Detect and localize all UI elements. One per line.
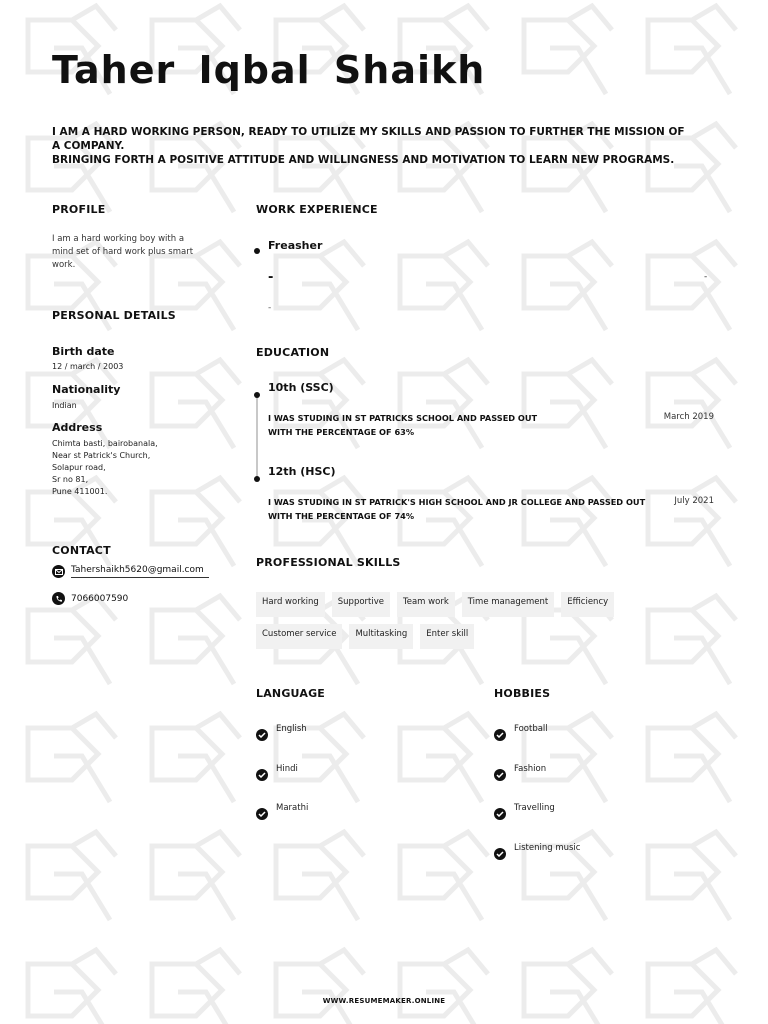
birth-date-label: Birth date	[52, 345, 115, 358]
skill-tag: Hard working	[256, 592, 325, 617]
skill-tag: Supportive	[332, 592, 390, 617]
education-description-line: I WAS STUDING IN ST PATRICKS SCHOOL AND PASSED OUT	[268, 413, 538, 423]
address-value	[52, 438, 222, 498]
language-list	[256, 724, 456, 848]
checkmark-icon	[494, 848, 506, 860]
timeline-dot	[254, 248, 260, 254]
checkmark-icon	[494, 729, 506, 741]
hobby-name: Fashion	[514, 763, 547, 774]
education-degree: 12th (HSC)	[268, 465, 336, 478]
address-line: Pune 411001.	[52, 487, 108, 496]
education-heading: EDUCATION	[256, 346, 330, 359]
education-degree: 10th (SSC)	[268, 381, 334, 394]
hobbies-list	[494, 724, 694, 887]
nationality-label: Nationality	[52, 383, 121, 396]
hobbies-heading: HOBBIES	[494, 687, 551, 700]
hobby-item	[494, 842, 694, 888]
summary-line-2: BRINGING FORTH A POSITIVE ATTITUDE AND WILLINGNESS AND MOTIVATION TO LEARN NEW PROGRAMS.	[52, 154, 675, 166]
work-role: Freasher	[268, 239, 323, 252]
timeline-dot	[254, 476, 260, 482]
skill-tag: Enter skill	[420, 624, 474, 649]
address-line: Solapur road,	[52, 463, 106, 472]
education-date: March 2019	[663, 412, 714, 422]
skill-tag: Efficiency	[561, 592, 614, 617]
summary-line-1: I AM A HARD WORKING PERSON, READY TO UTILIZE MY SKILLS AND PASSION TO FURTHER THE MISSION OF A COMPANY.	[52, 126, 685, 152]
birth-date-value: 12 / march / 2003	[52, 362, 124, 371]
nationality-value: Indian	[52, 401, 77, 410]
checkmark-icon	[494, 808, 506, 820]
education-description	[268, 412, 648, 439]
skills-list	[256, 592, 696, 649]
checkmark-icon	[494, 769, 506, 781]
email-row[interactable]	[52, 565, 209, 578]
summary	[52, 125, 692, 167]
envelope-icon	[52, 565, 65, 578]
language-name: English	[276, 724, 307, 734]
hobby-name: Travelling	[514, 803, 555, 813]
personal-details-heading: PERSONAL DETAILS	[52, 309, 176, 322]
language-name: Marathi	[276, 803, 309, 813]
email-link[interactable]: Tahershaikh5620@gmail.com	[71, 565, 209, 578]
timeline-line	[256, 395, 258, 479]
skill-tag: Time management	[462, 592, 554, 617]
address-line: Near st Patrick's Church,	[52, 451, 151, 460]
work-description: -	[268, 303, 272, 313]
education-date: July 2021	[674, 496, 714, 506]
skills-heading: PROFESSIONAL SKILLS	[256, 556, 401, 569]
checkmark-icon	[256, 729, 268, 741]
hobby-name: Listening music	[514, 842, 581, 853]
hobby-name: Football	[514, 724, 548, 734]
contact-heading: CONTACT	[52, 544, 111, 557]
education-description	[268, 496, 648, 523]
timeline-dot	[254, 392, 260, 398]
profile-text: I am a hard working boy with a mind set of hard work plus smart work.	[52, 234, 194, 270]
profile-heading: PROFILE	[52, 203, 106, 216]
skill-tag: Team work	[397, 592, 455, 617]
language-name: Hindi	[276, 763, 298, 774]
checkmark-icon	[256, 769, 268, 781]
phone-number[interactable]: 7066007590	[71, 593, 129, 604]
skill-tag: Customer service	[256, 624, 342, 649]
checkmark-icon	[256, 808, 268, 820]
language-item	[256, 803, 456, 848]
address-line: Sr no 81,	[52, 475, 89, 484]
phone-icon	[52, 592, 65, 605]
language-heading: LANGUAGE	[256, 687, 326, 700]
footer-link[interactable]: WWW.RESUMEMAKER.ONLINE	[322, 997, 446, 1005]
candidate-name: Taher Iqbal Shaikh	[52, 48, 486, 92]
skill-tag: Multitasking	[349, 624, 413, 649]
address-line: Chimta basti, bairobanala,	[52, 439, 158, 448]
education-description-line: I WAS STUDING IN ST PATRICK'S HIGH SCHOOL AND JR COLLEGE AND PASSED OUT	[268, 497, 646, 507]
education-description-line: WITH THE PERCENTAGE OF 63%	[268, 426, 415, 437]
work-experience-heading: WORK EXPERIENCE	[256, 203, 378, 216]
address-label: Address	[52, 421, 103, 434]
phone-row[interactable]	[52, 592, 128, 605]
work-company: -	[268, 270, 274, 285]
work-date: -	[704, 272, 708, 282]
education-description-line: WITH THE PERCENTAGE OF 74%	[268, 510, 415, 521]
